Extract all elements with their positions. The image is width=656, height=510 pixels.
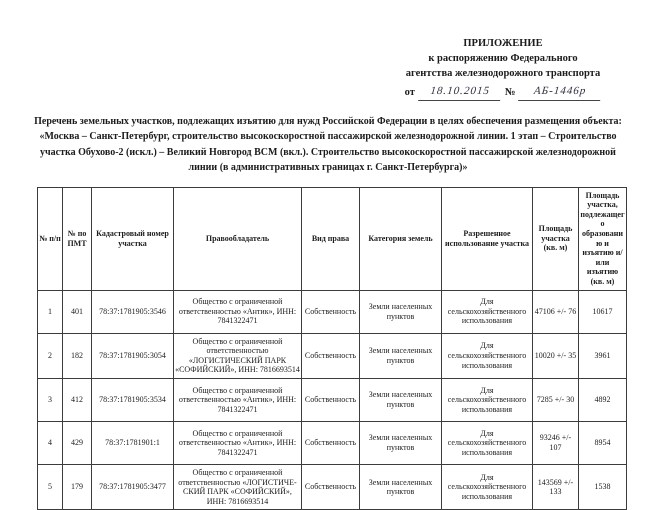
table-cell: Земли населенных пунктов (360, 378, 442, 421)
table-cell: Для сельскохозяйственного использования (442, 333, 533, 378)
table-cell: Собственность (302, 378, 360, 421)
table-row (38, 464, 627, 509)
table-cell: 412 (63, 378, 92, 421)
approval-block (362, 36, 644, 101)
table-cell: Земли населенных пунктов (360, 464, 442, 509)
table-cell: 2 (38, 333, 63, 378)
table-cell: 10020 +/- 35 (533, 333, 579, 378)
col-header-cadastre: Кадастровый номер участка (92, 187, 174, 290)
table-cell: 3 (38, 378, 63, 421)
table-cell: Общество с ограниченной ответственностью «ЛОГИСТИЧЕСКИЙ ПАРК «СОФИЙСКИЙ», ИНН: 7816693514 (174, 333, 302, 378)
table-cell: 7285 +/- 30 (533, 378, 579, 421)
table-row (38, 421, 627, 464)
table-cell: 179 (63, 464, 92, 509)
table-cell: 78:37:1781905:3534 (92, 378, 174, 421)
table-cell: 78:37:1781905:3477 (92, 464, 174, 509)
table-cell: 1 (38, 290, 63, 333)
col-header-seizure-area: Площадь участка, подлежащего образованию и изъятию и/или изъятию (кв. м) (579, 187, 627, 290)
table-cell: 401 (63, 290, 92, 333)
table-cell: Земли населенных пунктов (360, 333, 442, 378)
handwritten-date: 18.10.2015 (418, 84, 502, 101)
table-cell: Земли населенных пунктов (360, 290, 442, 333)
col-header-num: № п/п (38, 187, 63, 290)
table-cell: 78:37:1781905:3546 (92, 290, 174, 333)
table-cell: 4 (38, 421, 63, 464)
table-cell: 10617 (579, 290, 627, 333)
table-cell: 3961 (579, 333, 627, 378)
table-cell: Собственность (302, 333, 360, 378)
table-cell: Общество с ограниченной ответственностью «Антик», ИНН: 7841322471 (174, 290, 302, 333)
table-cell: Собственность (302, 421, 360, 464)
table-body (38, 290, 627, 510)
table-cell: 4892 (579, 378, 627, 421)
table-cell: Для сельскохозяйственного использования (442, 464, 533, 509)
col-header-land-category: Категория земель (360, 187, 442, 290)
table-row (38, 378, 627, 421)
land-plots-table (37, 187, 627, 510)
col-header-right-type: Вид права (302, 187, 360, 290)
col-header-owner: Правообладатель (174, 187, 302, 290)
col-header-pmt: № по ПМТ (63, 187, 92, 290)
table-cell: 182 (63, 333, 92, 378)
table-cell: Для сельскохозяйственного использования (442, 290, 533, 333)
approval-line-3: агентства железнодорожного транспорта (405, 68, 601, 80)
table-header-row (38, 187, 627, 290)
table-cell: Для сельскохозяйственного использования (442, 378, 533, 421)
table-cell: 78:37:1781901:1 (92, 421, 174, 464)
approval-line-2: к распоряжению Федерального (428, 53, 578, 65)
table-cell: 143569 +/- 133 (533, 464, 579, 509)
table-cell: Для сельскохозяйственного использования (442, 421, 533, 464)
table-cell: Собственность (302, 464, 360, 509)
table-cell: Собственность (302, 290, 360, 333)
approval-title: ПРИЛОЖЕНИЕ (463, 38, 543, 49)
table-cell: 5 (38, 464, 63, 509)
table-cell: Общество с ограниченной ответственностью «ЛОГИСТИЧЕ-СКИЙ ПАРК «СОФИЙСКИЙ», ИНН: 7816693514 (174, 464, 302, 509)
table-cell: 93246 +/- 107 (533, 421, 579, 464)
document-title: Перечень земельных участков, подлежащих изъятию для нужд Российской Федерации в целях обеспечения размещения объекта: «Москва – Санкт-Петербург, строительство высокоскоростной пассажирской железнодорожной линии. 1 этап – Строительство участка Обухово-2 (искл.) – Великий Новгород ВСМ (вкл.). Строительство высокоскоростной пассажирской железнодорожной линии (в административных границах г. Санкт-Петербурга)» (34, 115, 622, 174)
date-label: от (404, 87, 415, 99)
table-cell: 47106 +/- 76 (533, 290, 579, 333)
table-cell: 429 (63, 421, 92, 464)
table-row (38, 333, 627, 378)
table-cell: 78:37:1781905:3054 (92, 333, 174, 378)
table-cell: 8954 (579, 421, 627, 464)
col-header-permitted-use: Разрешенное использование участка (442, 187, 533, 290)
table-cell: 1538 (579, 464, 627, 509)
table-cell: Общество с ограниченной ответственностью «Антик», ИНН: 7841322471 (174, 421, 302, 464)
table-cell: Земли населенных пунктов (360, 421, 442, 464)
handwritten-number: АБ-1446р (519, 84, 603, 101)
document-page (0, 36, 656, 506)
col-header-area: Площадь участка (кв. м) (533, 187, 579, 290)
table-row (38, 290, 627, 333)
table-cell: Общество с ограниченной ответственностью «Антик», ИНН: 7841322471 (174, 378, 302, 421)
approval-ref-line (362, 84, 644, 101)
number-label: № (504, 87, 516, 99)
